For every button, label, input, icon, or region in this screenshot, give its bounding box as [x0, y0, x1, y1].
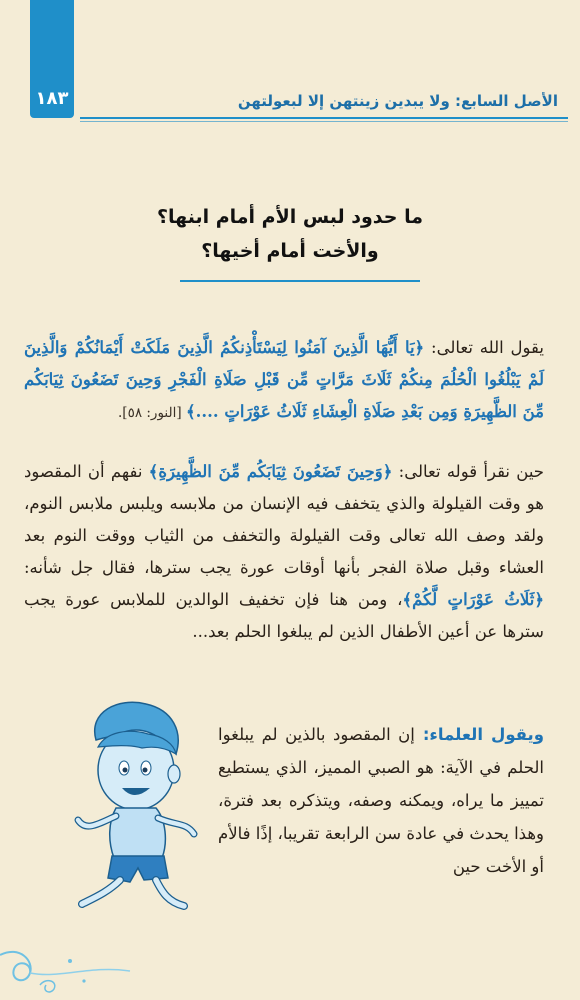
quran-verse-inline-2: ﴿ثَلَاثُ عَوْرَاتٍ لَّكُمْ﴾	[402, 590, 544, 609]
running-boy-illustration	[58, 692, 208, 917]
decorative-flourish	[0, 915, 150, 1000]
verse-reference: [النور: ٥٨].	[118, 405, 186, 421]
paragraph2-part1: حين نقرأ قوله تعالى:	[392, 462, 544, 481]
paragraph-explanation	[24, 456, 544, 648]
paragraph2-part3: ، ومن هنا فإن تخفيف الوالدين للملابس عورة يجب سترها عن أعين الأطفال الذين لم يبلغوا الحلم بعد...	[24, 590, 544, 641]
paragraph-quran-quote	[24, 332, 544, 429]
heading-line-2: والأخت أمام أخيها؟	[201, 240, 379, 262]
page-number: ١٨٣	[35, 88, 69, 109]
quran-verse-inline-1: ﴿وَحِينَ تَضَعُونَ ثِيَابَكُم مِّنَ الظَّهِيرَةِ﴾	[148, 462, 393, 481]
section-heading	[110, 200, 470, 268]
running-header: الأصل السابع: ولا يبدين زينتهن إلا لبعولتهن	[237, 92, 558, 110]
heading-line-1: ما حدود لبس الأم أمام ابنها؟	[157, 206, 423, 228]
paragraph1-lead: يقول الله تعالى:	[424, 338, 544, 357]
header-divider	[80, 117, 568, 119]
scholars-lead: ويقول العلماء:	[414, 725, 544, 744]
heading-underline	[180, 280, 420, 282]
paragraph3-text: إن المقصود بالذين لم يبلغوا الحلم في الآية: هو الصبي المميز، الذي يستطيع تمييز ما يراه، ويمكنه وصفه، ويتذكره بعد فترة، وهذا يحدث في عادة سن الرابعة تقريبا، إذًا فالأم أو الأخت حين	[218, 725, 544, 876]
header-divider-thin	[80, 121, 568, 122]
quran-verse: ﴿يَا أَيُّهَا الَّذِينَ آمَنُوا لِيَسْتَأْذِنكُمُ الَّذِينَ مَلَكَتْ أَيْمَانُكُمْ وَالَّذِينَ لَمْ يَبْلُغُوا الْحُلُمَ مِنكُمْ ثَلَاثَ مَرَّاتٍ مِّن قَبْلِ صَلَاةِ الْفَجْرِ وَحِينَ تَضَعُونَ ثِيَابَكُم مِّنَ الظَّهِيرَةِ وَمِن بَعْدِ صَلَاةِ الْعِشَاءِ ثَلَاثُ عَوْرَاتٍ ....﴾	[24, 338, 544, 421]
paragraph-scholars	[218, 718, 544, 883]
paragraph2-part2: نفهم أن المقصود هو وقت القيلولة والذي يتخفف فيه الإنسان من ملابسه ويلبس ملابس النوم، ولقد وصف الله تعالى وقت القيلولة والتخفف من الثياب ووقت النوم بعد العشاء وقبل صلاة الفجر بأنها أوقات عورة يجب سترها، فقال جل شأنه:	[24, 462, 544, 577]
